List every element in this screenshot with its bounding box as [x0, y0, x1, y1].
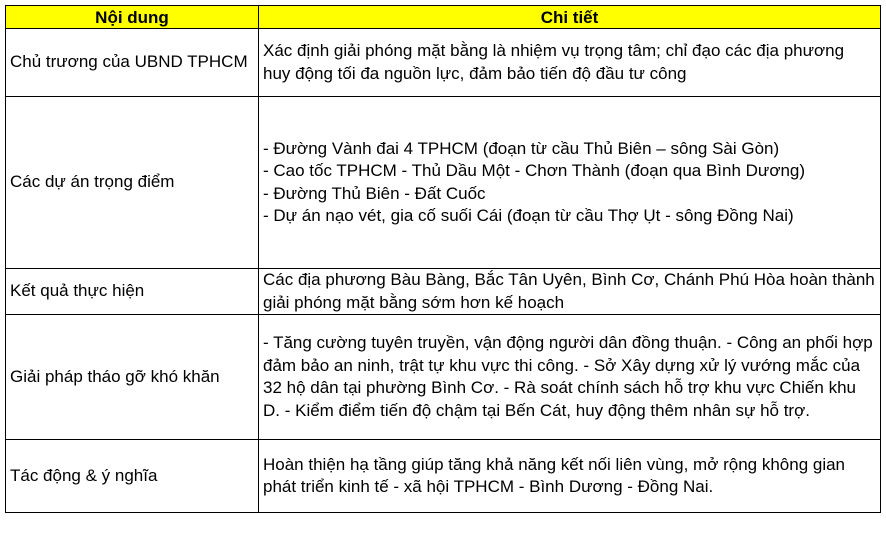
row-label: Tác động & ý nghĩa: [6, 440, 259, 513]
row-detail: - Đường Vành đai 4 TPHCM (đoạn từ cầu Thủ Biên – sông Sài Gòn) - Cao tốc TPHCM - Thủ Dầu Một - Chơn Thành (đoạn qua Bình Dương) - Đường Thủ Biên - Đất Cuốc - Dự án nạo vét, gia cố suối Cái (đoạn từ cầu Thợ Ụt - sông Đồng Nai): [259, 97, 881, 269]
row-label: Kết quả thực hiện: [6, 269, 259, 315]
table-row: [6, 97, 881, 269]
table-row: [6, 269, 881, 315]
row-detail: Hoàn thiện hạ tầng giúp tăng khả năng kết nối liên vùng, mở rộng không gian phát triển kinh tế - xã hội TPHCM - Bình Dương - Đồng Nai.: [259, 440, 881, 513]
header-content: Nội dung: [6, 6, 259, 29]
summary-table: [5, 5, 881, 513]
row-label: Chủ trương của UBND TPHCM: [6, 29, 259, 97]
table-row: [6, 315, 881, 440]
header-row: [6, 6, 881, 29]
table-row: [6, 29, 881, 97]
row-label: Các dự án trọng điểm: [6, 97, 259, 269]
row-label: Giải pháp tháo gỡ khó khăn: [6, 315, 259, 440]
row-detail: Các địa phương Bàu Bàng, Bắc Tân Uyên, Bình Cơ, Chánh Phú Hòa hoàn thành giải phóng mặt bằng sớm hơn kế hoạch: [259, 269, 881, 315]
header-detail: Chi tiết: [259, 6, 881, 29]
row-detail: - Tăng cường tuyên truyền, vận động người dân đồng thuận. - Công an phối hợp đảm bảo an ninh, trật tự khu vực thi công. - Sở Xây dựng xử lý vướng mắc của 32 hộ dân tại phường Bình Cơ. - Rà soát chính sách hỗ trợ khu vực Chiến khu D. - Kiểm điểm tiến độ chậm tại Bến Cát, huy động thêm nhân sự hỗ trợ.: [259, 315, 881, 440]
row-detail: Xác định giải phóng mặt bằng là nhiệm vụ trọng tâm; chỉ đạo các địa phương huy động tối đa nguồn lực, đảm bảo tiến độ đầu tư công: [259, 29, 881, 97]
table-row: [6, 440, 881, 513]
